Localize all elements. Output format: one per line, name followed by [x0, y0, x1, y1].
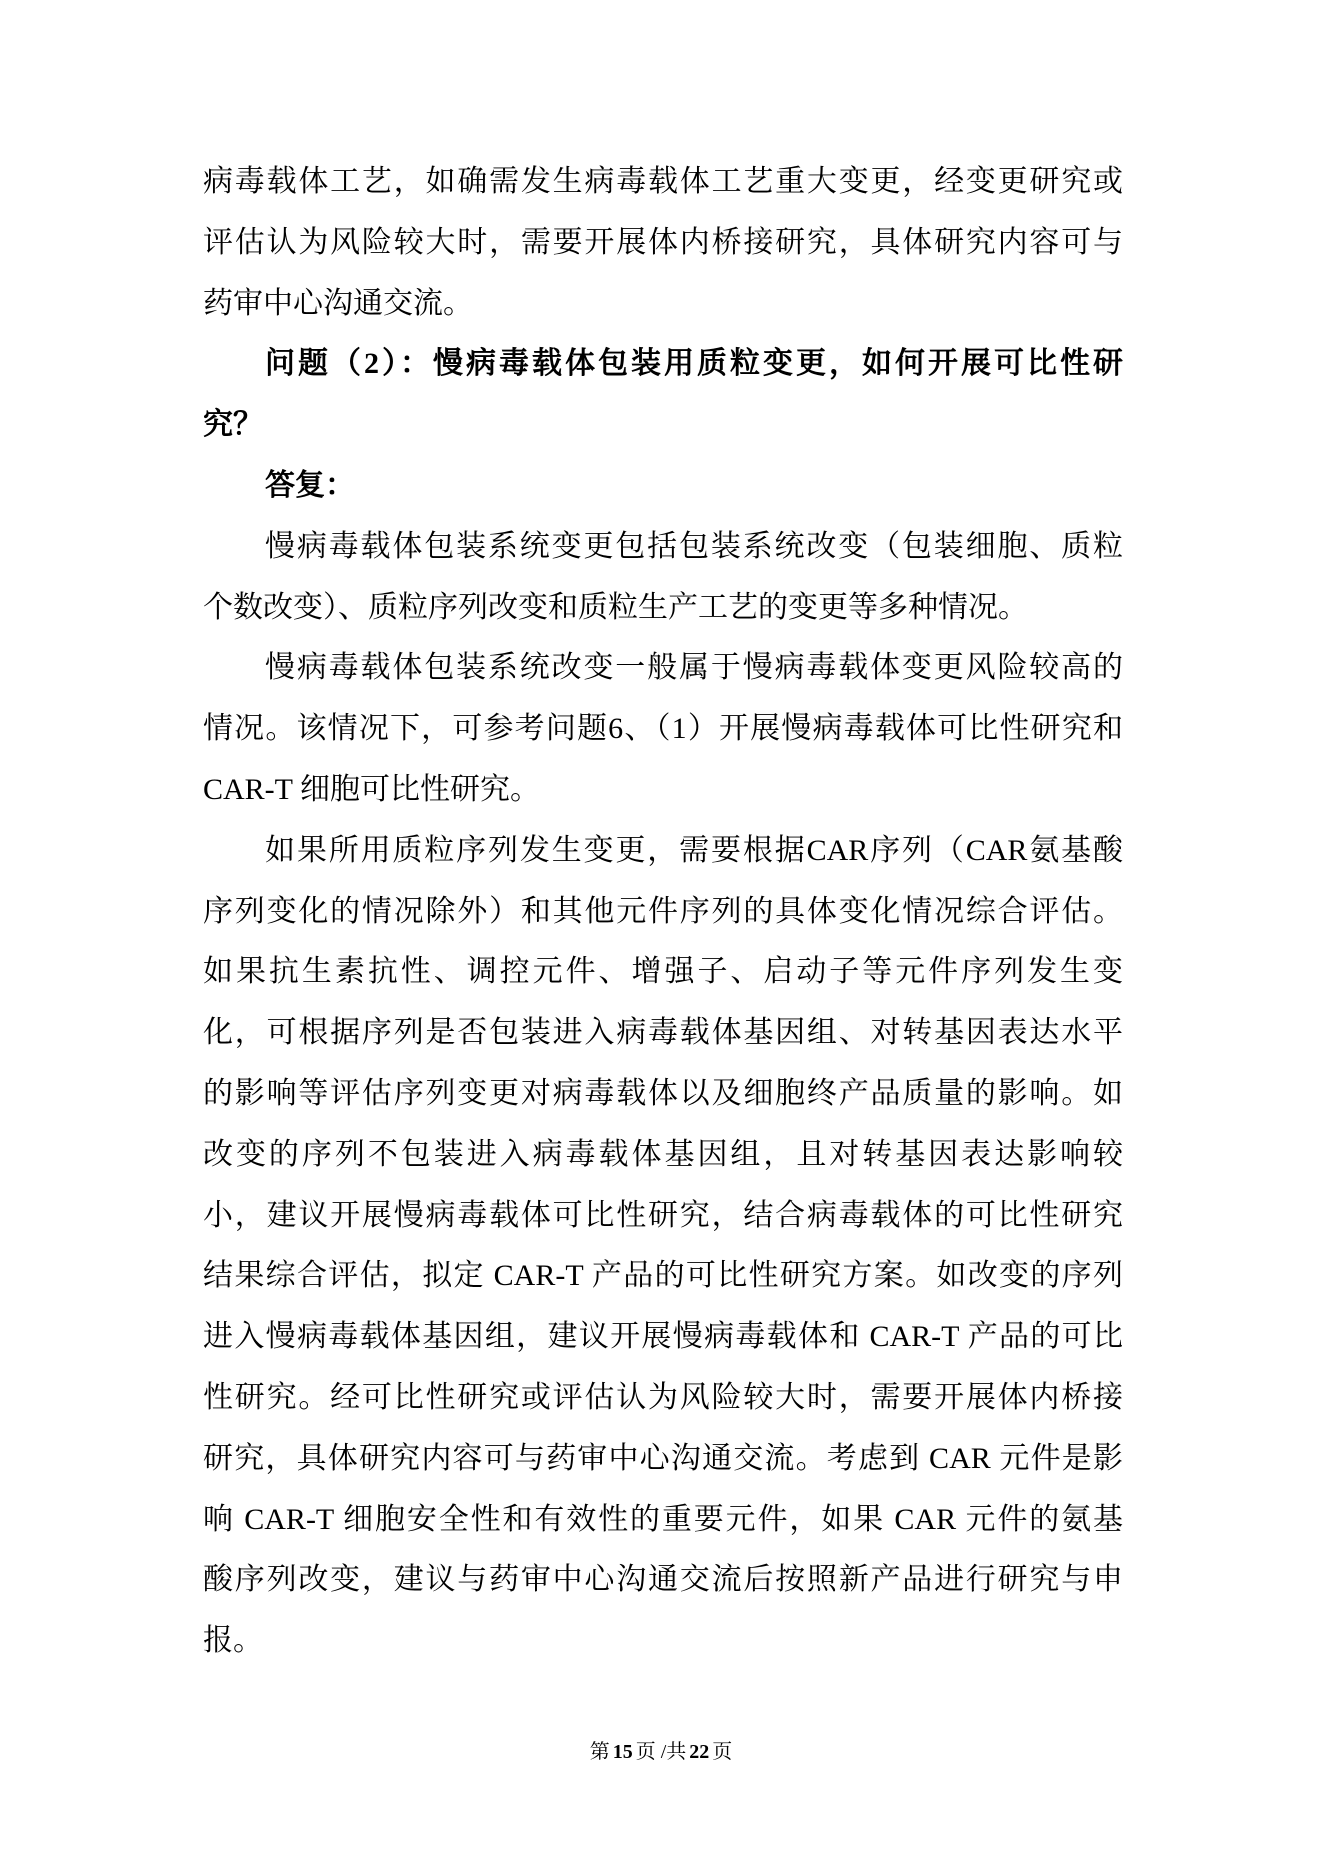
paragraph-line: 个数改变）、质粒序列改变和质粒生产工艺的变更等多种情况。	[203, 590, 1028, 624]
paragraph-line: 慢病毒载体包装系统变更包括包装系统改变（包装细胞、质粒	[265, 529, 1123, 563]
answer-label: 答复：	[265, 468, 355, 502]
paragraph-line: 结果综合评估，拟定 CAR-T 产品的可比性研究方案。如改变的序列	[203, 1259, 1123, 1293]
footer-prefix: 第	[589, 1741, 610, 1763]
question-heading-line: 究？	[203, 408, 263, 442]
paragraph-line: 小，建议开展慢病毒载体可比性研究，结合病毒载体的可比性研究	[203, 1198, 1123, 1232]
paragraph-line: 研究，具体研究内容可与药审中心沟通交流。考虑到 CAR 元件是影	[203, 1441, 1123, 1475]
paragraph-line: 化，可根据序列是否包装进入病毒载体基因组、对转基因表达水平	[203, 1016, 1123, 1050]
paragraph-line: 评估认为风险较大时，需要开展体内桥接研究，具体研究内容可与	[203, 225, 1123, 259]
paragraph-line: CAR-T 细胞可比性研究。	[203, 772, 540, 806]
current-page-number: 15	[612, 1741, 633, 1763]
document-body	[203, 152, 1123, 1672]
paragraph-line: 病毒载体工艺，如确需发生病毒载体工艺重大变更，经变更研究或	[203, 165, 1123, 198]
paragraph-line: 的影响等评估序列变更对病毒载体以及细胞终产品质量的影响。如	[203, 1076, 1123, 1110]
footer-suffix: 页	[712, 1741, 733, 1763]
paragraph-line: 性研究。经可比性研究或评估认为风险较大时，需要开展体内桥接	[203, 1380, 1123, 1414]
paragraph-line: 序列变化的情况除外）和其他元件序列的具体变化情况综合评估。	[203, 894, 1123, 928]
paragraph-line: 改变的序列不包装进入病毒载体基因组，且对转基因表达影响较	[203, 1137, 1123, 1171]
paragraph-line: 如果所用质粒序列发生变更，需要根据CAR序列（CAR氨基酸	[265, 833, 1123, 867]
paragraph-line: 进入慢病毒载体基因组，建议开展慢病毒载体和 CAR-T 产品的可比	[203, 1320, 1123, 1354]
paragraph-line: 如果抗生素抗性、调控元件、增强子、启动子等元件序列发生变	[203, 955, 1123, 989]
total-page-number: 22	[689, 1741, 710, 1763]
footer-middle: 页 /共	[635, 1741, 687, 1763]
paragraph-line: 报。	[203, 1624, 263, 1658]
paragraph-line: 药审中心沟通交流。	[203, 286, 473, 320]
paragraph-line: 酸序列改变，建议与药审中心沟通交流后按照新产品进行研究与申	[203, 1563, 1123, 1597]
paragraph-line: 慢病毒载体包装系统改变一般属于慢病毒载体变更风险较高的	[265, 651, 1123, 685]
paragraph-line: 响 CAR-T 细胞安全性和有效性的重要元件，如果 CAR 元件的氨基	[203, 1502, 1123, 1536]
paragraph-line: 情况。该情况下，可参考问题6、（1）开展慢病毒载体可比性研究和	[203, 712, 1123, 746]
page-footer	[0, 1738, 1322, 1766]
question-heading-line: 问题（2）：慢病毒载体包装用质粒变更，如何开展可比性研	[265, 347, 1123, 381]
